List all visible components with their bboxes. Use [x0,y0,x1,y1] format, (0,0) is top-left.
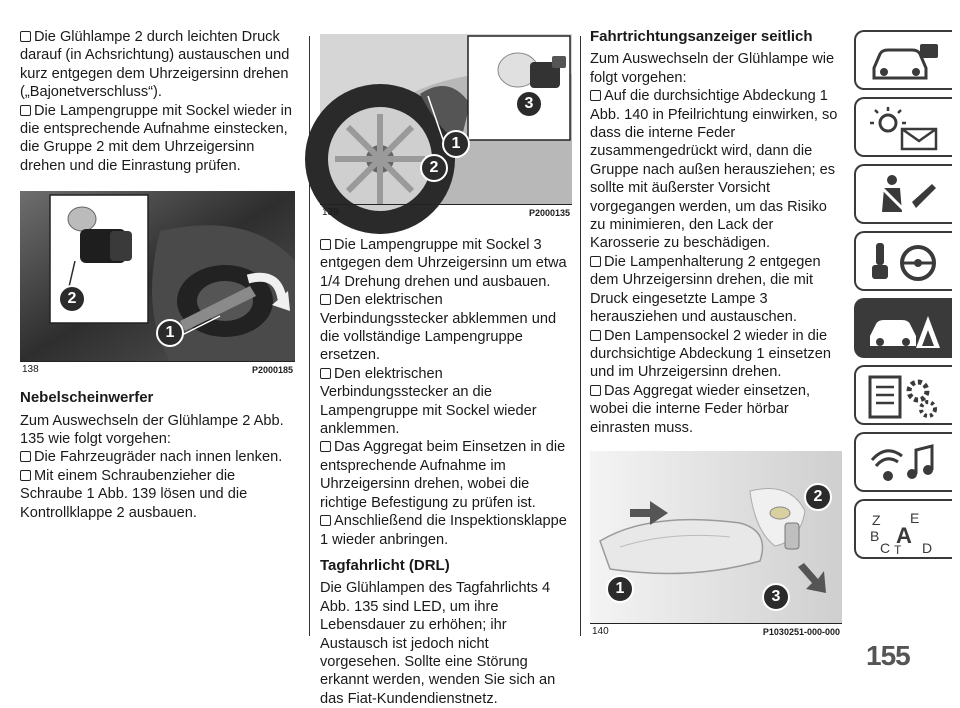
roadside-emergency-icon [866,306,944,354]
column-1 [20,28,295,522]
index-letter: Z [872,512,881,528]
tab-maintenance[interactable] [854,365,952,425]
page-number: 155 [866,640,910,671]
car-dashboard-icon [866,38,944,86]
callout-3-icon: 3 [515,90,543,118]
checkbox-bullet-icon [320,294,331,305]
step-item: Den elektrischen Verbindungsstecker abklemmen und die vollständige Lampengruppe ersetzen. [320,292,557,364]
figure-139-image [320,34,572,204]
tab-safety[interactable] [854,164,952,224]
figure-code: P2000135 [528,208,570,218]
figure-caption [590,623,842,641]
tab-index[interactable] [854,499,952,559]
column-3 [590,28,842,641]
seatbelt-airbag-icon [866,172,944,220]
step-item: Auf die durchsichtige Abdeckung 1 Abb. 140 in Pfeilrichtung einwirken, so dass die interne Feder zusammengedrückt wird, dann die Gruppe nach außen herausziehen; es sollte mit äußerster Vorsicht vorgegangen werden, um das Risiko zu minimieren, den Lack der Karosserie zu beschädigen. [590,88,838,252]
step-item: Mit einem Schraubenzieher die Schraube 1 Abb. 139 lösen und die Kontrollklappe 2 ausbauen. [20,467,248,521]
tab-starting-driving[interactable] [854,231,952,291]
step-item: Anschließend die Inspektionsklappe 1 wieder anbringen. [320,513,567,548]
callout-3-icon: 3 [762,583,790,611]
alphabetical-index-icon [866,507,944,555]
figure-code: P2000185 [251,365,293,376]
section-heading-drl: Tagfahrlicht (DRL) [320,556,450,574]
checkbox-bullet-icon [590,385,601,396]
column-divider [309,36,310,636]
figure-138-image [20,191,295,361]
callout-1-icon: 1 [606,575,634,603]
index-letter: D [922,540,933,556]
callout-2-icon: 2 [420,154,448,182]
checkbox-bullet-icon [590,90,601,101]
chapter-tabs [854,30,952,566]
step-item: Den elektrischen Verbindungsstecker an die Lampengruppe mit Sockel wieder anklemmen. [320,365,537,438]
multimedia-music-icon [866,440,944,488]
index-letter: T [894,543,902,557]
callout-2-icon: 2 [804,483,832,511]
tab-multimedia[interactable] [854,432,952,492]
steps-top [20,28,295,175]
step-item: Die Lampengruppe mit Sockel 3 entgegen dem Uhrzeigersinn um etwa 1/4 Drehung drehen und ausbauen. [320,237,567,290]
figure-number: 138 [22,364,39,376]
steps-bottom [20,448,295,522]
checkbox-bullet-icon [20,31,31,42]
callout-1-icon: 1 [442,130,470,158]
checkbox-bullet-icon [320,368,331,379]
step-item: Die Fahrzeugräder nach innen lenken. [20,448,295,466]
checkbox-bullet-icon [320,515,331,526]
checkbox-bullet-icon [20,105,31,116]
section-intro: Zum Auswechseln der Glühlampe wie folgt vorgehen: [590,51,835,86]
section-heading-side-indicator: Fahrtrichtungsanzeiger seitlich [590,28,813,45]
warning-light-message-icon [866,105,944,153]
step-item: Die Lampengruppe mit Sockel wieder in die entsprechende Aufnahme einstecken, die Gruppe 2 mit dem Uhrzeigersinn drehen und die Einrastung prüfen. [20,102,292,174]
figure-number: 139 [322,207,339,218]
index-letter: A [896,523,912,548]
step-item: Das Aggregat wieder einsetzen, wobei die interne Feder hörbar einrasten muss. [590,382,811,436]
steps-list [590,87,842,437]
figure-140-image [590,451,842,623]
figure-number: 140 [592,625,609,637]
checkbox-bullet-icon [20,451,31,462]
checkbox-bullet-icon [20,470,31,481]
figure-caption [320,204,572,222]
checkbox-bullet-icon [590,256,601,267]
key-steering-wheel-icon [866,239,944,287]
column-divider [580,36,581,636]
tab-emergency[interactable] [854,298,952,358]
drl-paragraph: Die Glühlampen des Tagfahrlichts 4 Abb. 135 sind LED, um ihre Lebensdauer zu erhöhen; ihr Austausch ist jedoch nicht vorgesehen. Sollte eine Störung erkannt werden, wenden Sie sich an das Fiat-Kundendienstnetz. [320,580,556,707]
index-letter: E [910,510,920,526]
figure-140 [590,451,842,641]
figure-138 [20,191,295,379]
steps-list [320,236,572,549]
figure-139 [320,34,572,222]
column-2 [320,34,572,708]
callout-1-icon: 1 [156,319,184,347]
step-item: Die Glühlampe 2 durch leichten Druck darauf (in Achsrichtung) austauschen und kurz entgegen dem Uhrzeigersinn drehen („Bajonetverschluss“). [20,29,290,101]
step-item: Den Lampensockel 2 wieder in die durchsichtige Abdeckung 1 einsetzen und im Uhrzeigersinn drehen. [590,327,831,381]
checkbox-bullet-icon [590,330,601,341]
tab-warning-lights[interactable] [854,97,952,157]
section-intro: Zum Auswechseln der Glühlampe 2 Abb. 135 wie folgt vorgehen: [20,412,284,448]
section-heading-fog-lights: Nebelscheinwerfer [20,389,154,407]
tab-dashboard[interactable] [854,30,952,90]
step-item: Das Aggregat beim Einsetzen in die entsprechende Aufnahme im Uhrzeigersinn drehen, wobei die richtige Befestigung zu prüfen ist. [320,439,566,511]
index-letter: C [880,540,891,556]
callout-2-icon: 2 [58,285,86,313]
step-item: Die Lampenhalterung 2 entgegen dem Uhrzeigersinn drehen, die mit Druck eingesetzte Lampe 3 herausziehen und austauschen. [590,253,821,326]
checkbox-bullet-icon [320,441,331,452]
figure-caption [20,361,295,379]
figure-code: P1030251-000-000 [762,626,840,637]
index-letter: B [870,528,880,544]
maintenance-gears-icon [866,373,944,421]
checkbox-bullet-icon [320,239,331,250]
